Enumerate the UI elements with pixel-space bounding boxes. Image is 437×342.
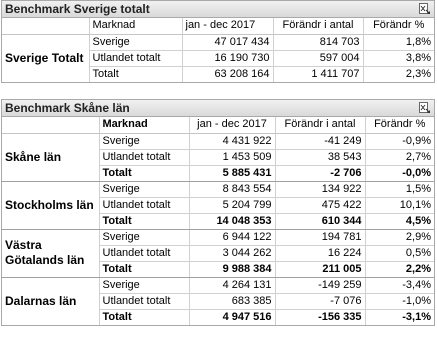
pct-cell: -0,9% xyxy=(365,133,434,149)
pct-cell: -3,1% xyxy=(402,310,431,323)
table-row xyxy=(2,229,434,245)
table-row xyxy=(2,277,434,293)
column-header[interactable]: Marknad xyxy=(89,18,182,34)
marknad-cell: Utlandet totalt xyxy=(99,149,189,165)
skane-table xyxy=(2,117,434,325)
sverige-table xyxy=(2,18,434,82)
pct-cell: -3,4% xyxy=(365,277,434,293)
table-header-row xyxy=(2,117,434,133)
column-header[interactable]: jan - dec 2017 xyxy=(189,117,275,133)
marknad-cell: Sverige xyxy=(89,34,182,50)
change-cell: -2 706 xyxy=(275,165,365,181)
value-cell: 47 017 434 xyxy=(182,34,273,50)
pct-cell: 3,8% xyxy=(363,50,434,66)
marknad-cell: Utlandet totalt xyxy=(99,245,189,261)
value-cell: 683 385 xyxy=(189,293,275,309)
marknad-cell: Utlandet totalt xyxy=(99,197,189,213)
change-cell: 475 422 xyxy=(275,197,365,213)
table-row xyxy=(2,133,434,149)
value-cell: 8 843 554 xyxy=(189,181,275,197)
marknad-cell: Utlandet totalt xyxy=(89,50,182,66)
pct-cell: 1,8% xyxy=(363,34,434,50)
change-cell: 597 004 xyxy=(273,50,363,66)
change-cell: 194 781 xyxy=(275,229,365,245)
value-cell: 63 208 164 xyxy=(182,66,273,82)
panel-title: Benchmark Skåne län xyxy=(5,101,130,115)
change-cell: 1 411 707 xyxy=(273,66,363,82)
change-cell: 16 224 xyxy=(275,245,365,261)
pct-cell: 2,9% xyxy=(365,229,434,245)
panel-title: Benchmark Sverige totalt xyxy=(5,2,150,16)
change-cell: 134 922 xyxy=(275,181,365,197)
change-cell: 610 344 xyxy=(275,213,365,229)
table-header-row xyxy=(2,18,434,34)
value-cell: 6 944 122 xyxy=(189,229,275,245)
pct-cell: -0,0% xyxy=(365,165,434,181)
value-cell: 14 048 353 xyxy=(189,213,275,229)
column-header[interactable]: jan - dec 2017 xyxy=(182,18,273,34)
benchmark-skane-panel xyxy=(1,99,435,326)
change-cell: -149 259 xyxy=(275,277,365,293)
marknad-cell: Sverige xyxy=(99,229,189,245)
region-label: Skåne län xyxy=(2,133,99,181)
marknad-cell: Totalt xyxy=(99,261,189,277)
marknad-cell: Totalt xyxy=(99,213,189,229)
marknad-cell: Totalt xyxy=(99,309,189,325)
pct-cell: 2,2% xyxy=(365,261,434,277)
pct-cell: 4,5% xyxy=(365,213,434,229)
value-cell: 4 947 516 xyxy=(189,309,275,325)
column-header[interactable]: Förändr i antal xyxy=(275,117,365,133)
pct-cell: 2,7% xyxy=(365,149,434,165)
table-row xyxy=(2,181,434,197)
change-cell: -7 076 xyxy=(275,293,365,309)
panel-header xyxy=(2,100,434,117)
pct-cell: 0,5% xyxy=(365,245,434,261)
change-cell: 38 543 xyxy=(275,149,365,165)
region-header xyxy=(2,117,99,133)
region-label: Stockholms län xyxy=(2,181,99,229)
value-cell: 5 204 799 xyxy=(189,197,275,213)
pct-cell: 10,1% xyxy=(365,197,434,213)
value-cell: 3 044 262 xyxy=(189,245,275,261)
value-cell: 16 190 730 xyxy=(182,50,273,66)
pct-cell: 1,5% xyxy=(365,181,434,197)
panel-header xyxy=(2,1,434,18)
value-cell: 9 988 384 xyxy=(189,261,275,277)
table-row xyxy=(2,34,434,50)
column-header[interactable]: Förändr i antal xyxy=(273,18,363,34)
marknad-cell: Sverige xyxy=(99,181,189,197)
column-header[interactable]: Marknad xyxy=(99,117,189,133)
pct-cell: -1,0% xyxy=(365,293,434,309)
region-label: Dalarnas län xyxy=(2,277,99,325)
region-label: Västra Götalands län xyxy=(2,229,99,277)
value-cell: 1 453 509 xyxy=(189,149,275,165)
marknad-cell: Sverige xyxy=(99,277,189,293)
change-cell: -156 335 xyxy=(275,309,365,325)
region-header xyxy=(2,18,89,34)
value-cell: 5 885 431 xyxy=(189,165,275,181)
export-excel-icon[interactable] xyxy=(419,3,430,15)
value-cell: 4 264 131 xyxy=(189,277,275,293)
change-cell: 814 703 xyxy=(273,34,363,50)
change-cell: -41 249 xyxy=(275,133,365,149)
benchmark-sverige-panel xyxy=(1,0,435,83)
column-header[interactable]: Förändr % xyxy=(363,18,434,34)
value-cell: 4 431 922 xyxy=(189,133,275,149)
column-header[interactable]: Förändr % xyxy=(365,117,434,133)
marknad-cell: Totalt xyxy=(89,66,182,82)
change-cell: 211 005 xyxy=(275,261,365,277)
marknad-cell: Sverige xyxy=(99,133,189,149)
region-label: Sverige Totalt xyxy=(2,34,89,82)
pct-cell: 2,3% xyxy=(405,67,431,80)
export-excel-icon[interactable] xyxy=(419,102,430,114)
marknad-cell: Totalt xyxy=(99,165,189,181)
marknad-cell: Utlandet totalt xyxy=(99,293,189,309)
